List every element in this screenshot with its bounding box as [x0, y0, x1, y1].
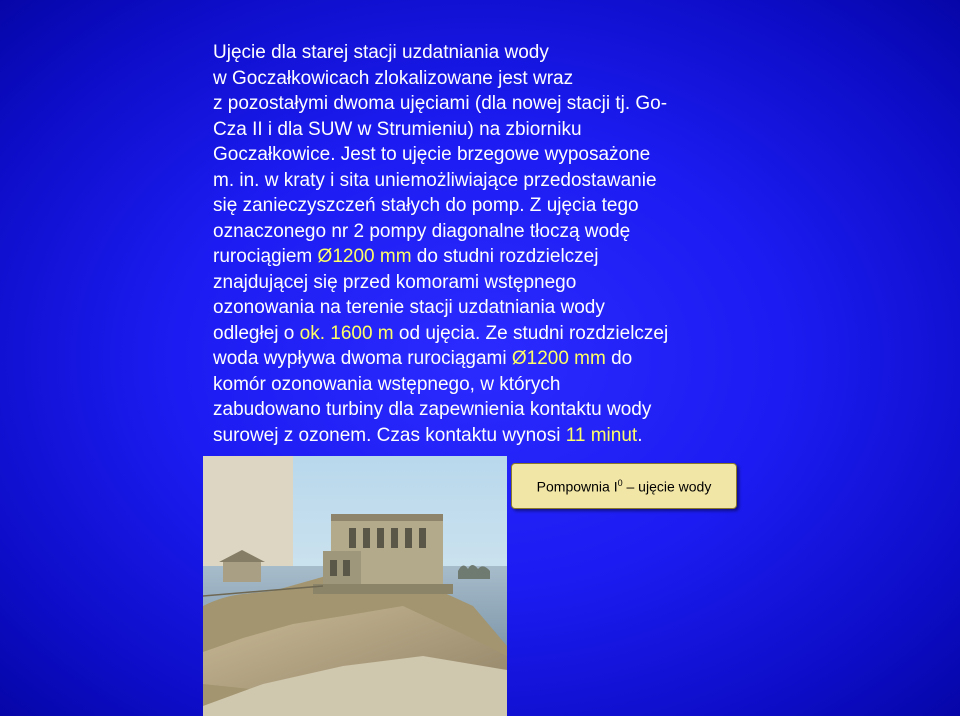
text-segment: od ujęcia. Ze studni rozdzielczej — [393, 322, 669, 344]
text-line: m. in. w kraty i sita uniemożliwiające przedostawanie — [213, 169, 657, 191]
text-line: Ujęcie dla starej stacji uzdatniania wody — [213, 42, 549, 63]
text-line: znajdującej się przed komorami wstępnego — [213, 271, 577, 293]
pipe-diameter-highlight: Ø1200 mm — [317, 246, 412, 267]
distance-highlight: ok. 1600 m — [299, 322, 394, 344]
text-line: z pozostałymi dwoma ujęciami (dla nowej stacji tj. Go- — [213, 93, 668, 114]
text-line — [213, 244, 753, 270]
caption-after: – ujęcie wody — [622, 478, 712, 495]
text-segment: odległej o — [213, 322, 300, 344]
text-line — [213, 321, 753, 347]
body-text — [213, 40, 753, 448]
text-segment: woda wypływa dwoma rurociągami — [213, 348, 512, 369]
text-line: ozonowania na terenie stacji uzdatniania wody — [213, 297, 605, 318]
pumping-station-illustration — [203, 456, 507, 716]
contact-time-highlight: 11 minut — [565, 424, 638, 446]
pumping-station-photo — [203, 456, 507, 716]
caption-text — [537, 478, 712, 495]
text-segment: surowej z ozonem. Czas kontaktu wynosi — [213, 424, 566, 446]
text-line: się zanieczyszczeń stałych do pomp. Z ujęcia tego — [213, 195, 639, 216]
text-segment: rurociągiem — [213, 246, 318, 267]
building — [313, 514, 453, 594]
pipe-diameter-highlight: Ø1200 mm — [511, 348, 606, 369]
text-segment: do — [605, 348, 633, 369]
text-line: zabudowano turbiny dla zapewnienia kontaktu wody — [213, 399, 652, 420]
text-line: Goczałkowice. Jest to ujęcie brzegowe wyposażone — [213, 144, 651, 165]
text-line: oznaczonego nr 2 pompy diagonalne tłoczą wodę — [213, 220, 631, 242]
text-line: Cza II i dla SUW w Strumieniu) na zbiorniku — [213, 118, 582, 140]
photo-caption — [511, 463, 737, 509]
text-line: komór ozonowania wstępnego, w których — [213, 373, 561, 395]
text-line — [213, 346, 753, 372]
text-line: w Goczałkowicach zlokalizowane jest wraz — [213, 67, 574, 89]
text-segment: . — [637, 424, 643, 446]
text-segment: do studni rozdzielczej — [411, 246, 599, 267]
caption-before: Pompownia I — [536, 478, 618, 495]
text-line — [213, 423, 753, 449]
caption-superscript: 0 — [617, 477, 623, 488]
